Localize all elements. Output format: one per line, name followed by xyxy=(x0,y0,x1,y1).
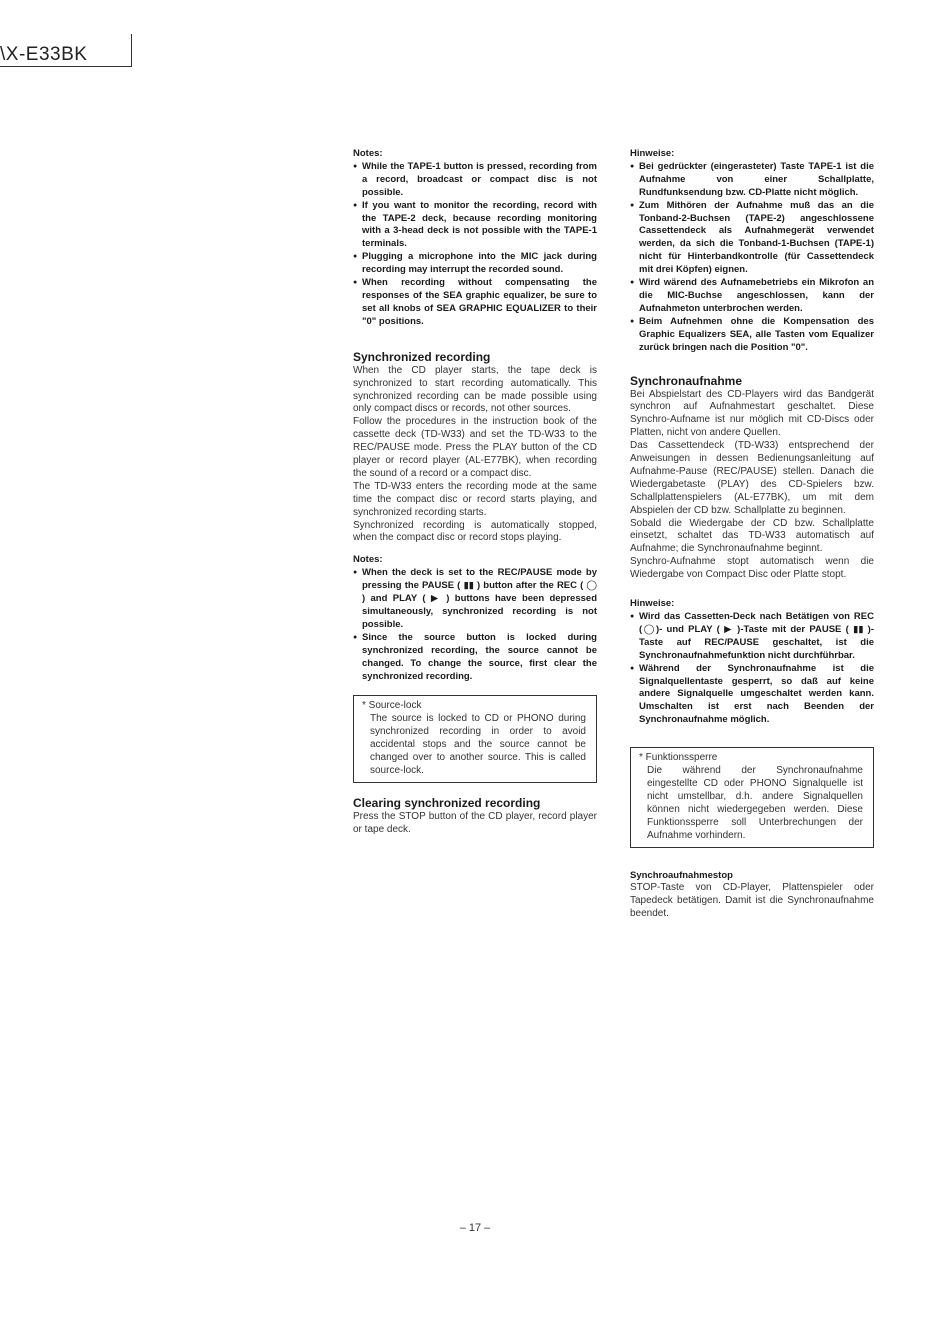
german-column xyxy=(630,148,874,921)
paragraph: Synchro-Aufnahme stopt automatisch wenn die Wiedergabe von Compact Disc oder Platte stopt. xyxy=(630,556,874,581)
funktionssperre-box xyxy=(630,747,874,847)
box-title: * Funktionssperre xyxy=(639,752,718,764)
page-number: – 17 – xyxy=(459,1222,491,1234)
paragraph: Das Cassettendeck (TD-W33) entsprechend der Anweisungen in dessen Bedienungsanleitung auf Aufnahme-Pause (REC/PAUSE) stellen. Danach die Wiedergabetaste (PLAY) des CD-Spielers bzw. Schallplattenspielers (AL-E77BK), um mit dem Abspielen der CD bzw. Schallplatte zu beginnen. xyxy=(630,440,874,516)
box-text: The source is locked to CD or PHONO during synchronized recording in order to avoid accidental stops and the source cannot be changed over to another source. This is called source-lock. xyxy=(370,713,586,776)
section-heading-synchroaufnahmestop: Synchroaufnahmestop xyxy=(630,869,733,881)
section-heading-clearing: Clearing synchronized recording xyxy=(353,795,541,810)
section-heading-synchronized-recording: Synchronized recording xyxy=(353,349,491,364)
note-item: ● While the TAPE-1 button is pressed, recording from a record, broadcast or compact disc is not possible. xyxy=(353,161,597,200)
note-item: ● Plugging a microphone into the MIC jack during recording may interrupt the recorded sound. xyxy=(353,251,597,277)
paragraph: When the CD player starts, the tape deck is synchronized to start recording automatically. This synchronized recording can be made possible using only compact discs or records, not other sources. xyxy=(353,364,597,415)
paragraph: Follow the procedures in the instruction book of the cassette deck (TD-W33) and set the TD-W33 to the REC/PAUSE mode. Press the PLAY button of the CD player or record player (AL-E77BK), when recording the sound of a record or a compact disc. xyxy=(353,416,597,479)
hinweise-heading: Hinweise: xyxy=(630,148,675,159)
note-item: ● When the deck is set to the REC/PAUSE mode by pressing the PAUSE ( ▮▮ ) button after the REC ( ◯ ) and PLAY ( ▶ ) buttons have been depressed simultaneously, synchronized recording is not possible. xyxy=(353,567,597,632)
hinweis-item: ● Während der Synchronaufnahme ist die Signalquellentaste gesperrt, so daß auf keine andere Signalquelle umgeschaltet werden kann. Umschalten ist erst nach Beenden der Synchronaufnahme möglich. xyxy=(630,663,874,728)
paragraph: Sobald die Wiedergabe der CD bzw. Schallplatte einsetzt, schaltet das TD-W33 automatisch auf Aufnahme; die Synchronaufnahme beginnt. xyxy=(630,517,874,555)
hinweis-item: ● Wird das Cassetten-Deck nach Betätigen von REC (◯)- und PLAY ( ▶ )-Taste mit der PAUSE ( ▮▮ )-Taste auf REC/PAUSE geschaltet, ist die Synchronaufnahmefunktion nicht durchführbar. xyxy=(630,611,874,663)
notes-heading: Notes: xyxy=(353,148,383,159)
notes-list xyxy=(353,567,597,683)
paragraph: Bei Abspielstart des CD-Players wird das Bandgerät synchron auf Aufnahmestart geschaltet. Diese Synchro-Aufname ist nur möglich mit CD-Discs oder Platten, nicht von andere Quellen. xyxy=(630,388,874,439)
notes-list xyxy=(353,161,597,329)
box-text: Die während der Synchronaufnahme eingestellte CD oder PHONO Signalquelle ist nicht umstellbar, d.h. andere Signalquellen können nicht wiedergegeben werden. Diese Funktionssperre soll Unterbrechungen der Aufnahme vorhindern. xyxy=(647,765,863,841)
english-column xyxy=(353,148,597,837)
hinweis-item: ● Bei gedrückter (eingerasteter) Taste TAPE-1 ist die Aufnahme von einer Schallplatte, Rundfunksendung bzw. CD-Platte nicht möglich. xyxy=(630,161,874,200)
notes-heading: Notes: xyxy=(353,554,383,566)
paragraph: The TD-W33 enters the recording mode at the same time the compact disc or record starts playing, and synchronized recording starts. xyxy=(353,480,597,518)
hinweise-list xyxy=(630,611,874,727)
hinweis-item: ● Zum Mithören der Aufnahme muß das an die Tonband-2-Buchsen (TAPE-2) angeschlossene Cassettendeck als Aufnahmegerät verwendet werden, da sich die Tonband-1-Buchsen (TAPE-1) nicht für Hinterbandkontrolle (für Cassettendeck mit drei Köpfen) eignen. xyxy=(630,200,874,277)
source-lock-box xyxy=(353,695,597,782)
hinweis-item: ● Wird wärend des Aufnamebetriebs ein Mikrofon an die MIC-Buchse angeschlossen, kann der Aufnahmeton unterbrochen werden. xyxy=(630,277,874,316)
note-item: ● If you want to monitor the recording, record with the TAPE-2 deck, because recording monitoring with a 3-head deck is not possible with the TAPE-1 terminals. xyxy=(353,200,597,252)
paragraph: STOP-Taste von CD-Player, Plattenspieler oder Tapedeck betätigen. Damit ist die Synchronaufnahme beendet. xyxy=(630,882,874,920)
hinweis-item: ● Beim Aufnehmen ohne die Kompensation des Graphic Equalizers SEA, alle Tasten vom Equalizer zurück bringen nach die Position "0". xyxy=(630,316,874,355)
note-item: ● When recording without compensating the responses of the SEA graphic equalizer, be sure to set all knobs of SEA GRAPHIC EQUALIZER to their "0" positions. xyxy=(353,277,597,329)
hinweise-list xyxy=(630,161,874,355)
note-item: ● Since the source button is locked during synchronized recording, the source cannot be changed. To change the source, first clear the synchronized recording. xyxy=(353,632,597,684)
box-title: * Source-lock xyxy=(362,700,422,712)
model-number: \X-E33BK xyxy=(0,44,88,65)
model-divider-horizontal xyxy=(0,66,132,67)
hinweise-heading: Hinweise: xyxy=(630,598,675,610)
model-divider-vertical xyxy=(131,34,132,66)
paragraph: Press the STOP button of the CD player, record player or tape deck. xyxy=(353,810,597,835)
paragraph: Synchronized recording is automatically stopped, when the compact disc or record stops playing. xyxy=(353,519,597,544)
section-heading-synchronaufnahme: Synchronaufnahme xyxy=(630,373,743,388)
